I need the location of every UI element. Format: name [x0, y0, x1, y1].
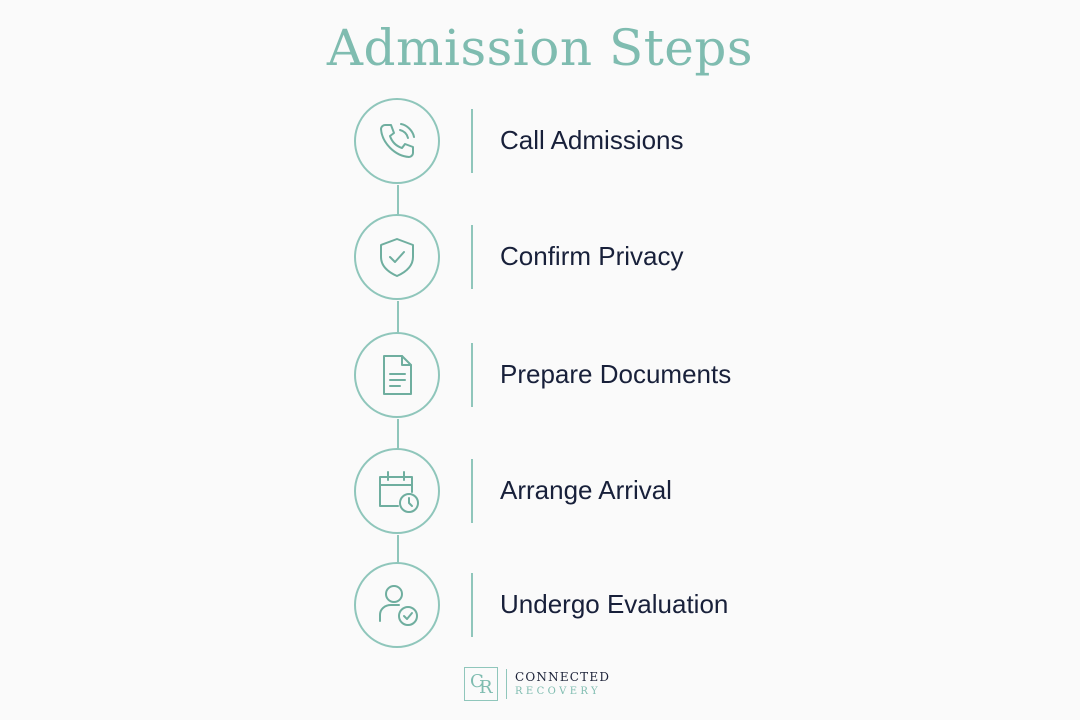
step-item — [0, 331, 1080, 421]
brand-logo — [464, 667, 634, 703]
document-icon — [372, 350, 422, 400]
logo-divider — [506, 669, 507, 699]
step-divider — [471, 459, 473, 523]
logo-monogram-letter: R — [479, 677, 493, 698]
page-title: Admission Steps — [326, 19, 754, 77]
step-connector — [397, 535, 399, 563]
shield-check-icon — [372, 232, 422, 282]
step-label: Arrange Arrival — [500, 475, 672, 505]
step-label: Prepare Documents — [500, 359, 732, 389]
logo-monogram-letter: C — [470, 671, 484, 692]
brand-name-line-1: CONNECTED — [515, 670, 611, 684]
brand-name-line-2: RECOVERY — [515, 686, 602, 697]
step-label: Confirm Privacy — [500, 241, 684, 271]
step-item — [0, 447, 1080, 537]
step-divider — [471, 109, 473, 173]
step-divider — [471, 573, 473, 637]
step-connector — [397, 301, 399, 333]
step-connector — [397, 185, 399, 215]
step-item — [0, 561, 1080, 651]
logo-monogram — [464, 667, 498, 701]
step-label: Call Admissions — [500, 125, 684, 155]
step-item — [0, 97, 1080, 187]
step-icon-circle — [354, 214, 440, 300]
step-icon-circle — [354, 562, 440, 648]
phone-icon — [372, 116, 422, 166]
calendar-clock-icon — [372, 466, 422, 516]
step-label: Undergo Evaluation — [500, 589, 729, 619]
step-icon-circle — [354, 448, 440, 534]
step-divider — [471, 343, 473, 407]
step-icon-circle — [354, 98, 440, 184]
step-divider — [471, 225, 473, 289]
step-connector — [397, 419, 399, 449]
step-icon-circle — [354, 332, 440, 418]
step-item — [0, 213, 1080, 303]
user-check-icon — [372, 580, 422, 630]
